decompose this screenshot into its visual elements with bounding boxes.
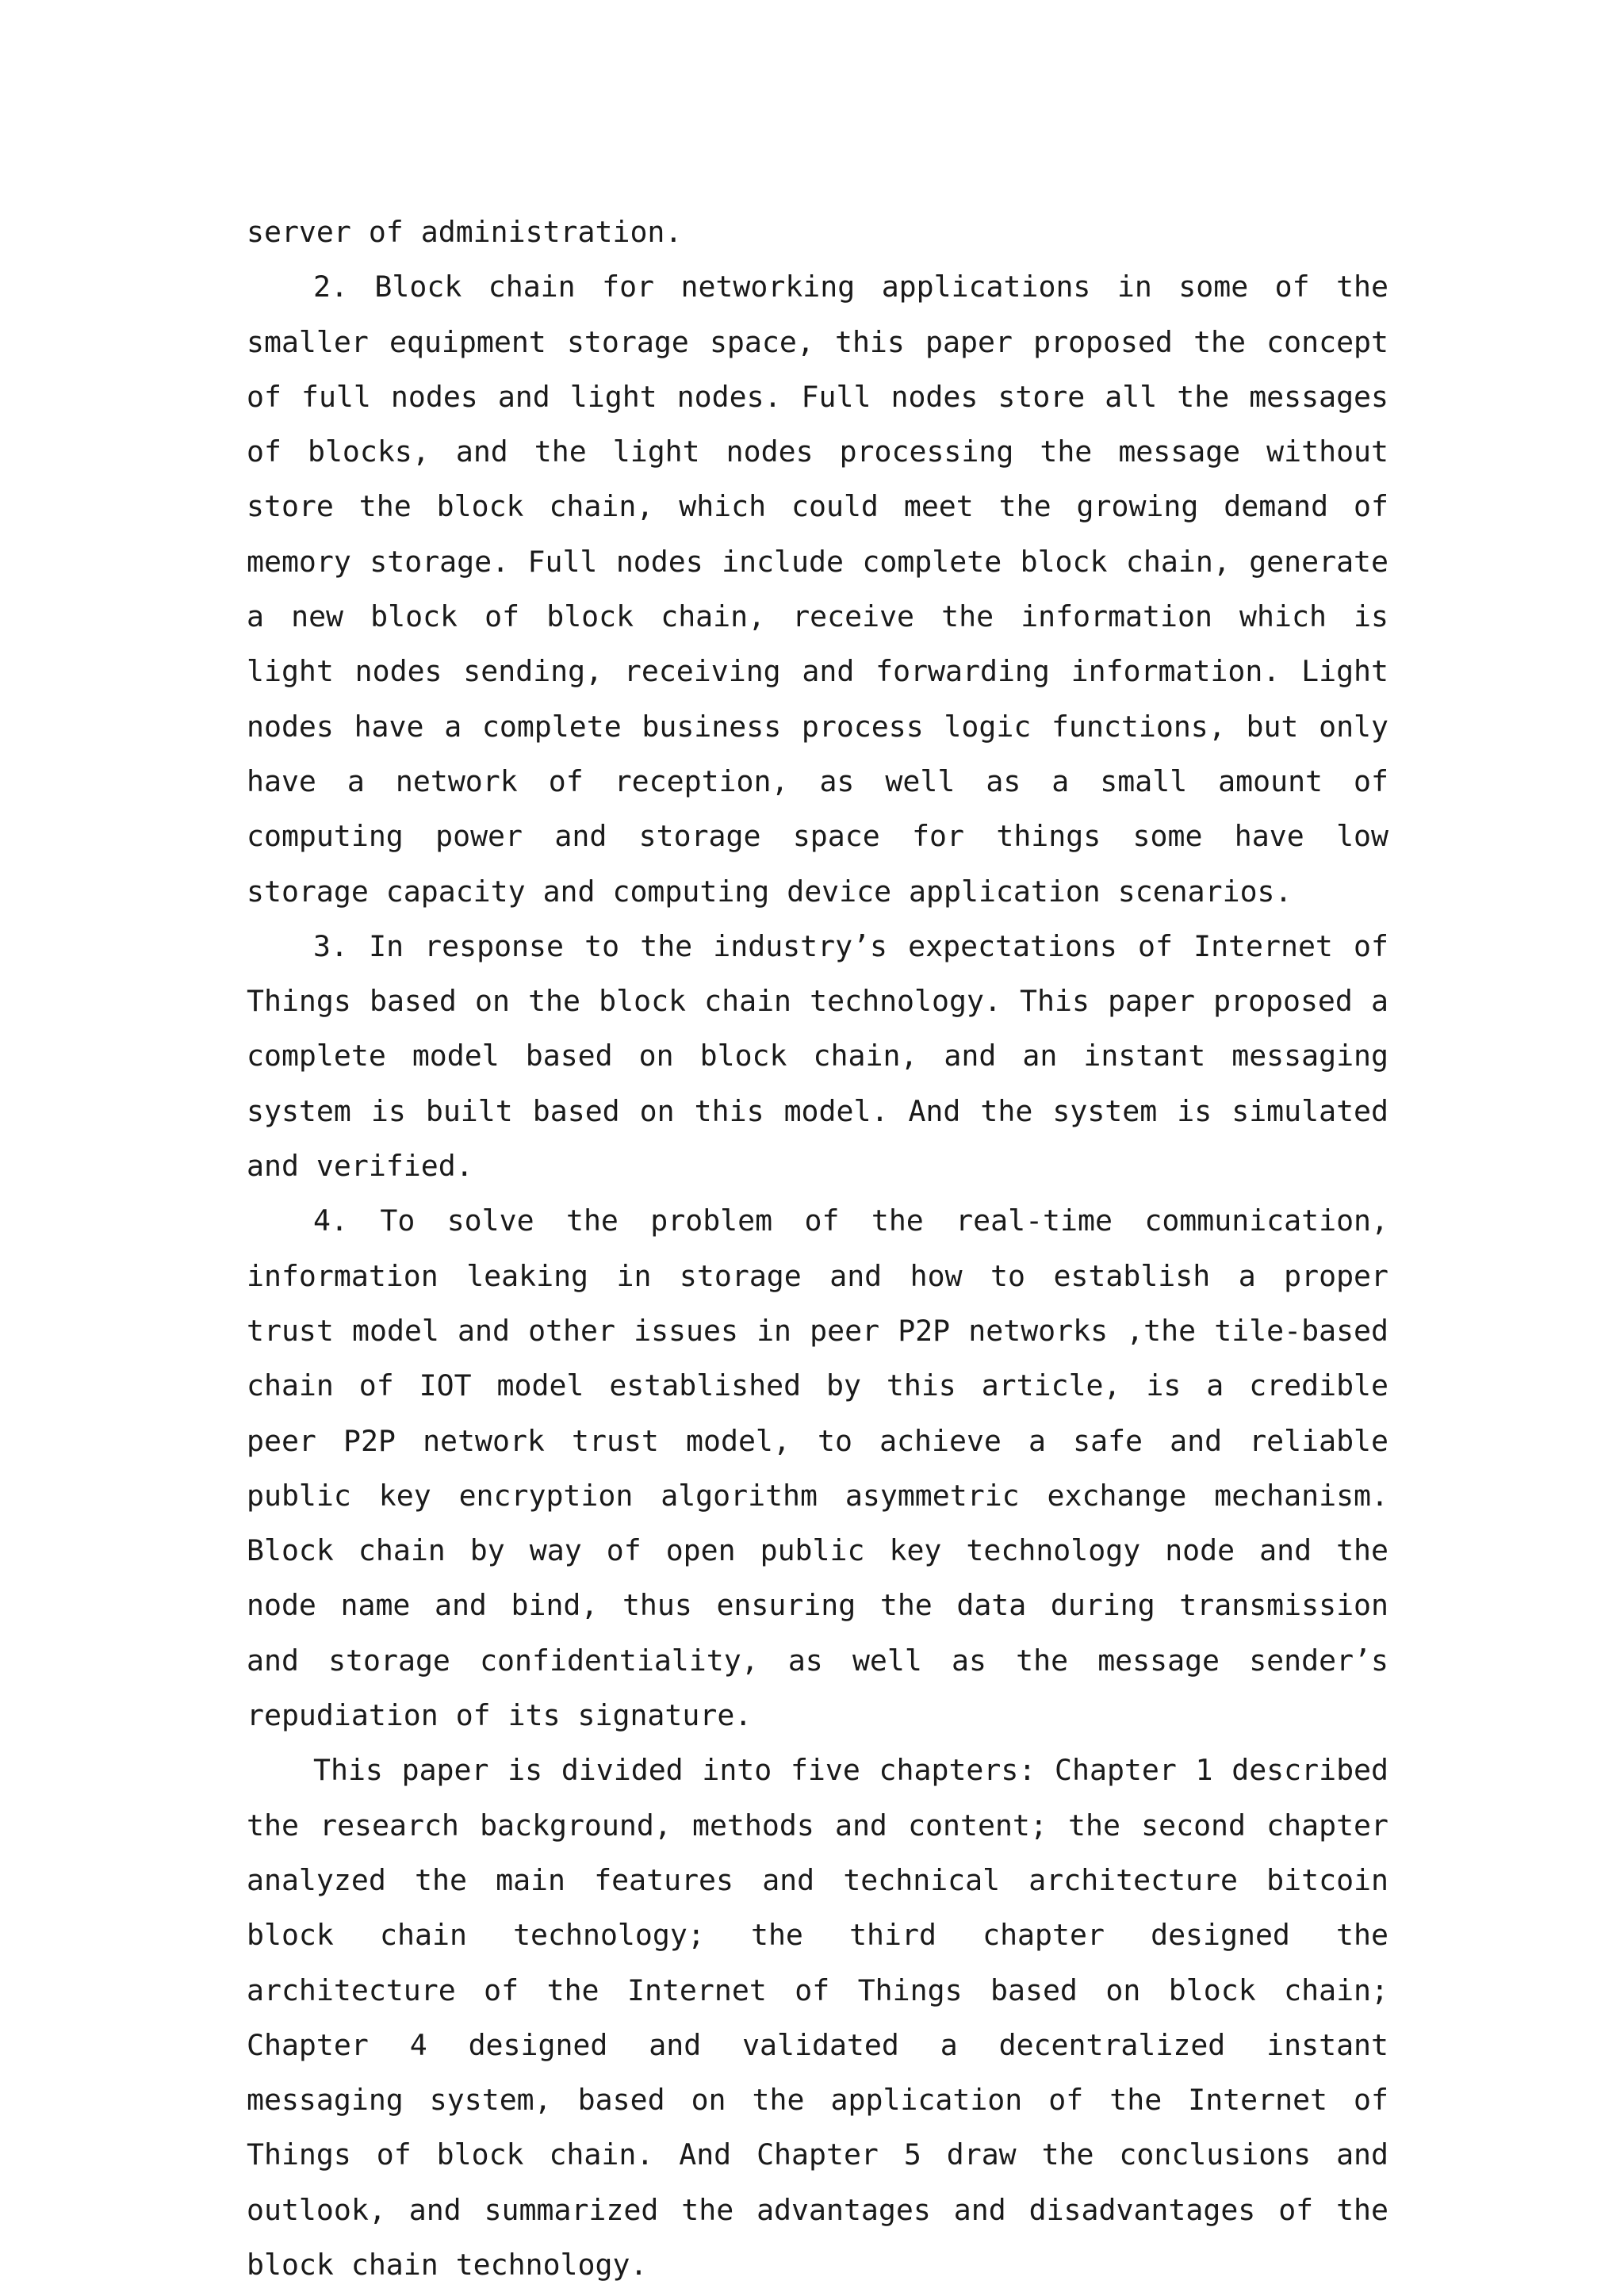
paragraph-item-3: 3. In response to the industry’s expectations of Internet of Things based on the block chain technology. This paper proposed a complete model based on block chain, and an instant messaging system is built based on this model. And the system is simulated and verified. bbox=[247, 928, 1388, 1184]
paragraph-item-4: 4. To solve the problem of the real-time communication, information leaking in storage and how to establish a proper trust model and other issues in peer P2P networks ,the tile-based chain of IOT model established by this article, is a credible peer P2P network trust model, to achieve a safe and reliable public key encryption algorithm asymmetric exchange mechanism. Block chain by way of open public key technology node and the node name and bind, thus ensuring the data during transmission and storage confidentiality, as well as the message sender’s repudiation of its signature. bbox=[247, 1203, 1388, 1733]
paragraph-continuation: server of administration. bbox=[247, 215, 683, 249]
paragraph-chapters: This paper is divided into five chapters: Chapter 1 described the research background, methods and content; the second chapter analyzed the main features and technical architecture bitcoin block chain technology; the third chapter designed the architecture of the Internet of Things based on block chain; Chapter 4 designed and validated a decentralized instant messaging system, based on the application of the Internet of Things of block chain. And Chapter 5 draw the conclusions and outlook, and summarized the advantages and disadvantages of the block chain technology. bbox=[247, 1753, 1388, 2282]
body-text bbox=[247, 205, 1388, 2292]
paragraph-item-2: 2. Block chain for networking applications in some of the smaller equipment storage space, this paper proposed the concept of full nodes and light nodes. Full nodes store all the messages of blocks, and the light nodes processing the message without store the block chain, which could meet the growing demand of memory storage. Full nodes include complete block chain, generate a new block of block chain, receive the information which is light nodes sending, receiving and forwarding information. Light nodes have a complete business process logic functions, but only have a network of reception, as well as a small amount of computing power and storage space for things some have low storage capacity and computing device application scenarios. bbox=[247, 270, 1388, 909]
